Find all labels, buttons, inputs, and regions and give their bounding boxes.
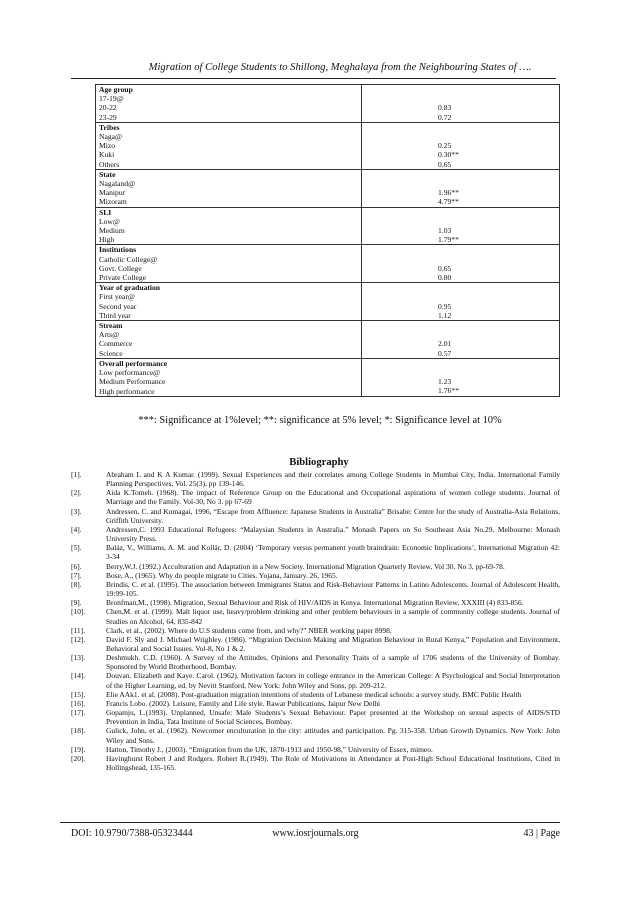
group-title: State [99,169,116,179]
significance-note: ***: Significance at 1%level; **: significance at 5% level; *: Significance level at 10% [138,415,502,426]
row-label: Private College [99,273,147,283]
reference-number: [11]. [71,625,85,635]
reference-item [71,745,560,754]
reference-number: [6]. [71,561,82,571]
reference-text: Douvan. Elizabeth and Kaye. Carol. (1962). Motivation factors in college entrance in the American College: A Psychological and Social Interpretation of the Higher Learning, ed. by Nevitt Stanford, New York: John Wiley and Sons, pp. 209-212. [106,671,560,690]
variable-cell [96,321,362,359]
reference-item [71,470,560,488]
row-value: 0.65 [438,263,452,273]
reference-item [71,580,560,598]
reference-text: Francis Lobo. (2002). Leisure, Family and Life style. Rawat Publications, Jaipur New Delhi [106,698,381,708]
reference-text: Elie AAk1. et al. (2008). Post-graduation migration intentions of students of Lebanese medical schools: a survey study. BMC Public Health [106,689,522,699]
reference-number: [9]. [71,598,82,608]
reference-number: [13]. [71,653,86,663]
reference-text: Chen,M. et al. (1999). Malt liquor use, heavy/problem drinking and other problem behaviours in a sample of community college students. Journal of Studies on Alcohol, 64, 835-842 [106,607,560,626]
reference-item [71,690,560,699]
reference-text: Abraham L and K A Kumar. (1999). Sexual Experiences and their correlates among College Students in Mumbai City, India. International Family Planning Perspectives, Vol. 25(3), pp 139-146. [106,470,560,489]
group-title: Year of graduation [99,283,161,293]
reference-text: Aida K.Tomeh. (1968). The impact of Reference Group on the Educational and Occupational aspirations of women college students. Journal of Marriage and the Family. Vol-30, No 3. pp 67-69 [106,488,560,507]
reference-text: Havinghurst Robert J and Rodgers. Robert R.(1949). The Role of Motivations in Attendance at Post-High School Educational Institutions, Cited in Hollingshead, 135-165. [106,753,560,772]
group-title: Tribes [99,122,120,132]
reference-item [71,598,560,607]
reference-text: Gulick, John, et al. (1962). Newcomer enculturation in the city: attitudes and participation. Pg. 315-358. Urban Growth Dynamics. New York: John Wiley and Sons. [106,726,560,745]
row-value: 1.96** [438,188,459,198]
row-label: First year@ [99,292,135,302]
reference-item [71,671,560,689]
reference-item [71,653,560,671]
row-label: 23-29 [99,112,117,122]
variable-cell [96,207,362,245]
row-label: Low performance@ [99,368,161,378]
row-value: 1.03 [438,226,452,236]
row-label: Others [99,159,120,169]
reference-number: [10]. [71,607,86,617]
reference-item [71,507,560,525]
reference-number: [2]. [71,488,82,498]
row-label: Low@ [99,216,120,226]
reference-item [71,754,560,772]
reference-number: [7]. [71,570,82,580]
reference-text: David F. Sly and J. Michael Wrighley. (1986). “Migration Decision Making and Migration Behaviour in Rural Kenya,” Population and Environment, Behavioral and Social Issues. Vol-8, No 1 & 2. [106,634,560,653]
group-title: SLI [99,207,112,217]
table-row [96,245,560,283]
odds-ratio-cell [362,245,560,283]
row-value: 0.80 [438,273,452,283]
reference-text: Bose, A., (1965). Why do people migrate to Cities. Yojana, January. 26, 1965. [106,570,338,580]
row-value: 1.76** [438,386,459,396]
variable-cell [96,169,362,207]
odds-ratio-cell [362,169,560,207]
row-value: 0.25 [438,141,452,151]
table-row [96,283,560,321]
table-row [96,358,560,396]
row-value: 1.23 [438,377,452,387]
odds-ratio-cell [362,321,560,359]
reference-number: [17]. [71,708,86,718]
variable-cell [96,85,362,123]
variable-cell [96,358,362,396]
row-label: Arts@ [99,330,120,340]
row-label: 17-19@ [99,94,124,104]
row-label: Manipur [99,188,126,198]
reference-number: [19]. [71,744,86,754]
reference-text: Clark, et al., (2002). Where do U.S students come from, and why?” NBER working paper 8998. [106,625,392,635]
table-row [96,85,560,123]
reference-text: Andressen,C. 1993 Educational Refugees: “Malaysian Students in Australia.” Monash Papers on So Southeast Asia No.29. Melbourne: Monash University Press. [106,524,560,544]
odds-ratio-cell [362,283,560,321]
table-row [96,169,560,207]
row-label: Science [99,348,123,358]
reference-item [71,543,560,561]
page-number: 43 | Page [523,828,560,839]
group-title: Overall performance [99,358,168,368]
reference-number: [4]. [71,524,82,534]
table-row [96,122,560,169]
group-title: Institutions [99,245,137,255]
reference-number: [15]. [71,689,86,699]
table-row [96,207,560,245]
row-value: 2.01 [438,339,452,349]
reference-number: [12]. [71,634,86,644]
reference-text: Bronfman,M., (1998). Migration, Sexual Behaviour and Risk of HIV/AIDS in Kenya. International Migration Review, XXXIII (4) 833-856. [106,598,524,608]
row-label: High [99,235,115,245]
row-label: Nagaland@ [99,179,136,189]
odds-ratio-cell [362,358,560,396]
reference-text: Baláz, V., Williams, A. M. and Kollár, D. (2004) ‘Temporary versus permanent youth braindrain: Economic Implications’, International Migration 42: 3-34 [106,543,560,562]
row-label: Kuki [99,150,115,160]
bibliography-title: Bibliography [289,457,349,468]
reference-text: Berry,W.J. (1992.) Acculturation and Adaptation in a New Society. International Migration Quarterly Review, Vol 30. No 3, pp-69-78. [106,561,505,571]
group-title: Age group [99,85,133,94]
reference-item [71,699,560,708]
variable-cell [96,283,362,321]
row-value: 1.79** [438,235,459,245]
reference-number: [18]. [71,726,86,736]
reference-item [71,635,560,653]
footer-rule [60,822,560,823]
row-value: 0.83 [438,103,452,113]
reference-item [71,571,560,580]
row-label: Third year [99,310,131,320]
running-header: Migration of College Students to Shillong, Meghalaya from the Neighbouring States of …. [148,62,532,73]
reference-number: [3]. [71,506,82,516]
row-label: Medium [99,226,125,236]
odds-ratio-cell [362,207,560,245]
reference-number: [8]. [71,579,82,589]
reference-list [71,470,560,772]
reference-item [71,607,560,625]
row-value: 4.79** [438,197,459,207]
variable-cell [96,245,362,283]
table-row [96,321,560,359]
row-label: Commerce [99,339,133,349]
row-value: 0.65 [438,159,452,169]
row-value: 0.30** [438,150,459,160]
header-rule [71,78,556,79]
row-label: Naga@ [99,132,123,142]
row-label: High performance [99,386,155,396]
reference-text: Brindis, C. et al. (1995). The association between Immigrants Status and Risk-Behaviour Patterns in Latino Adolescents. Journal of Adolescent Health, 19:99-105. [106,579,560,599]
reference-number: [20]. [71,753,86,763]
reference-item [71,562,560,571]
reference-item [71,726,560,744]
reference-number: [14]. [71,671,86,681]
row-label: Catholic College@ [99,254,158,264]
reference-number: [1]. [71,470,82,479]
reference-item [71,708,560,726]
reference-number: [16]. [71,698,86,708]
row-label: Mizo [99,141,116,151]
reference-text: Deshmukh. C.D. (1960). A Survey of the Attitudes, Opinions and Personality Traits of a sample of 1706 students of the University of Bombay. Sponsored by World Brotherhood, Bombay. [106,653,560,672]
variable-cell [96,122,362,169]
row-label: Second year [99,301,137,311]
group-title: Stream [99,321,123,331]
reference-number: [5]. [71,543,82,553]
reference-text: Hatton, Timothy J., (2003). “Emigration from the UK, 1870-1913 and 1950-98,” University of Essex, mimeo. [106,744,433,754]
row-label: Medium Performance [99,377,166,387]
odds-ratio-cell [362,122,560,169]
row-label: 20-22 [99,103,117,113]
row-value: 1.12 [438,310,452,320]
row-value: 0.57 [438,348,452,358]
website-text: www.iosrjournals.org [272,828,359,839]
row-label: Mizoram [99,197,127,207]
row-label: Govt. College [99,263,142,273]
results-table [95,84,560,397]
reference-text: Gopamju, L.(1993). Unplanned, Unsafe: Male Students’s Sexual Behaviour. Paper presented at the Workshop on sexual aspects of AIDS/STD Prevention in India, Tata Institute of Social Sciences, Bombay. [106,708,560,727]
reference-item [71,525,560,543]
reference-text: Andressen, C. and Kumagai, 1996, “Escape from Affluence: Japanese Students in Australia” Brisabe: Centre for the study of Australia-Asia Relations, Griffith University. [106,506,560,525]
reference-item [71,626,560,635]
doi-text: DOI: 10.9790/7388-05323444 [71,828,193,839]
odds-ratio-cell [362,85,560,123]
row-value: 0.72 [438,112,452,122]
row-value: 0.95 [438,301,452,311]
reference-item [71,488,560,506]
